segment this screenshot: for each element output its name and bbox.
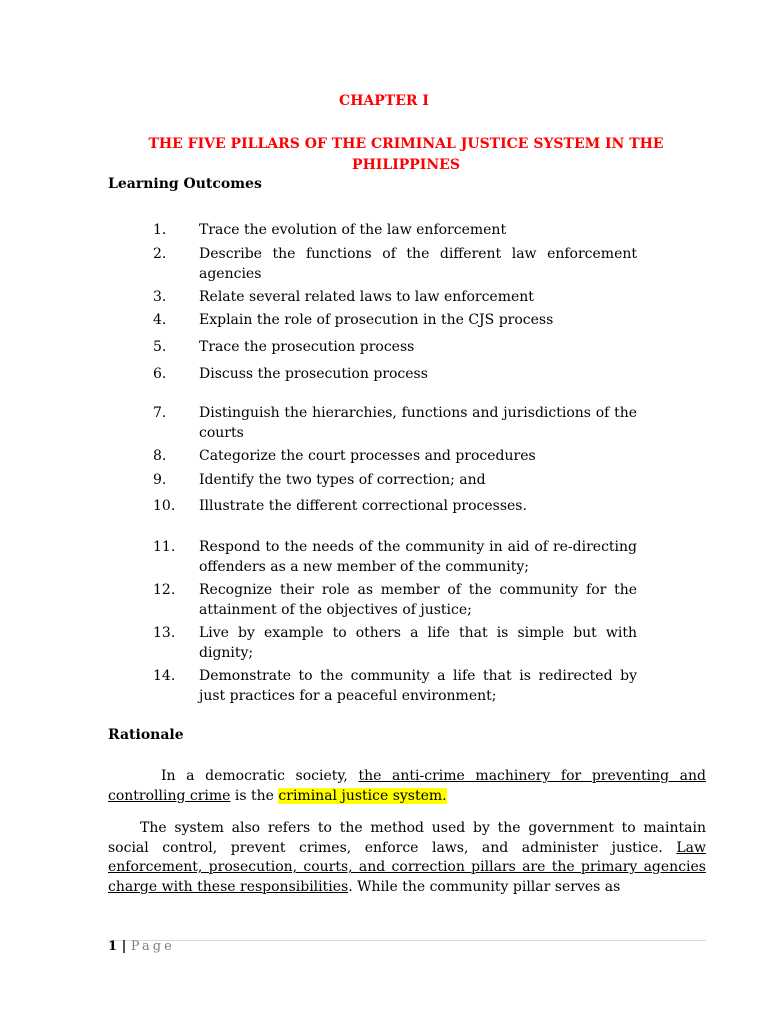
- outcome-number: 8.: [153, 448, 167, 464]
- para1-text: In a democratic society,: [161, 768, 359, 784]
- footer-separator: |: [117, 939, 131, 954]
- page-footer: [108, 939, 175, 954]
- outcome-number: 7.: [153, 405, 167, 421]
- outcome-text: Explain the role of prosecution in the CJS process: [199, 312, 554, 328]
- chapter-title: THE FIVE PILLARS OF THE CRIMINAL JUSTICE SYSTEM IN THE PHILIPPINES: [148, 136, 664, 173]
- rationale-paragraph-2: [108, 819, 706, 897]
- outcome-text: Identify the two types of correction; and: [199, 472, 486, 488]
- outcome-number: 14.: [153, 668, 176, 684]
- footer-divider: [108, 940, 706, 941]
- outcome-text: Trace the evolution of the law enforcement: [199, 222, 507, 238]
- outcome-text: Trace the prosecution process: [199, 339, 415, 355]
- outcome-text: Relate several related laws to law enforcement: [199, 289, 534, 305]
- para2-text: The system also refers to the method used by the government to maintain social control, prevent crimes, enforce laws, and administer justice.: [108, 820, 706, 856]
- outcome-number: 2.: [153, 246, 167, 262]
- outcome-text: Describe the functions of the different law enforcement agencies: [199, 246, 637, 282]
- rationale-heading: Rationale: [108, 727, 184, 743]
- outcome-number: 4.: [153, 312, 167, 328]
- outcome-text: Recognize their role as member of the community for the attainment of the objectives of justice;: [199, 582, 637, 618]
- outcome-number: 1.: [153, 222, 167, 238]
- outcome-number: 9.: [153, 472, 167, 488]
- para2-text-post: . While the community pillar serves as: [348, 878, 621, 895]
- rationale-paragraph-1: [108, 767, 706, 806]
- outcome-text: Respond to the needs of the community in aid of re-directing offenders as a new member of the community;: [199, 539, 637, 575]
- outcome-text: Distinguish the hierarchies, functions and jurisdictions of the courts: [199, 405, 637, 441]
- para2-underlined-text: Law enforcement, prosecution, courts, and correction pillars are the primary agencies charge with these responsibilities: [108, 839, 706, 895]
- outcome-number: 3.: [153, 289, 167, 305]
- outcome-number: 12.: [153, 582, 176, 598]
- outcome-text: Illustrate the different correctional processes.: [199, 498, 527, 514]
- outcome-number: 11.: [153, 539, 176, 555]
- outcome-number: 10.: [153, 498, 176, 514]
- page-number: 1: [108, 939, 118, 954]
- outcome-text: Live by example to others a life that is simple but with dignity;: [199, 625, 637, 661]
- outcome-text: Categorize the court processes and procedures: [199, 448, 536, 464]
- para1-text-mid: is the: [230, 787, 279, 804]
- outcome-number: 13.: [153, 625, 176, 641]
- page-word: Page: [130, 939, 175, 954]
- outcome-text: Discuss the prosecution process: [199, 366, 428, 382]
- outcome-number: 6.: [153, 366, 167, 382]
- para1-underlined-text: the anti-crime machinery for preventing and controlling crime: [108, 768, 707, 804]
- outcome-number: 5.: [153, 339, 167, 355]
- outcome-text: Demonstrate to the community a life that is redirected by just practices for a peaceful environment;: [199, 668, 637, 704]
- learning-outcomes-heading: Learning Outcomes: [108, 176, 262, 192]
- para1-highlighted-text: criminal justice system.: [278, 787, 447, 804]
- chapter-label: CHAPTER I: [339, 93, 429, 109]
